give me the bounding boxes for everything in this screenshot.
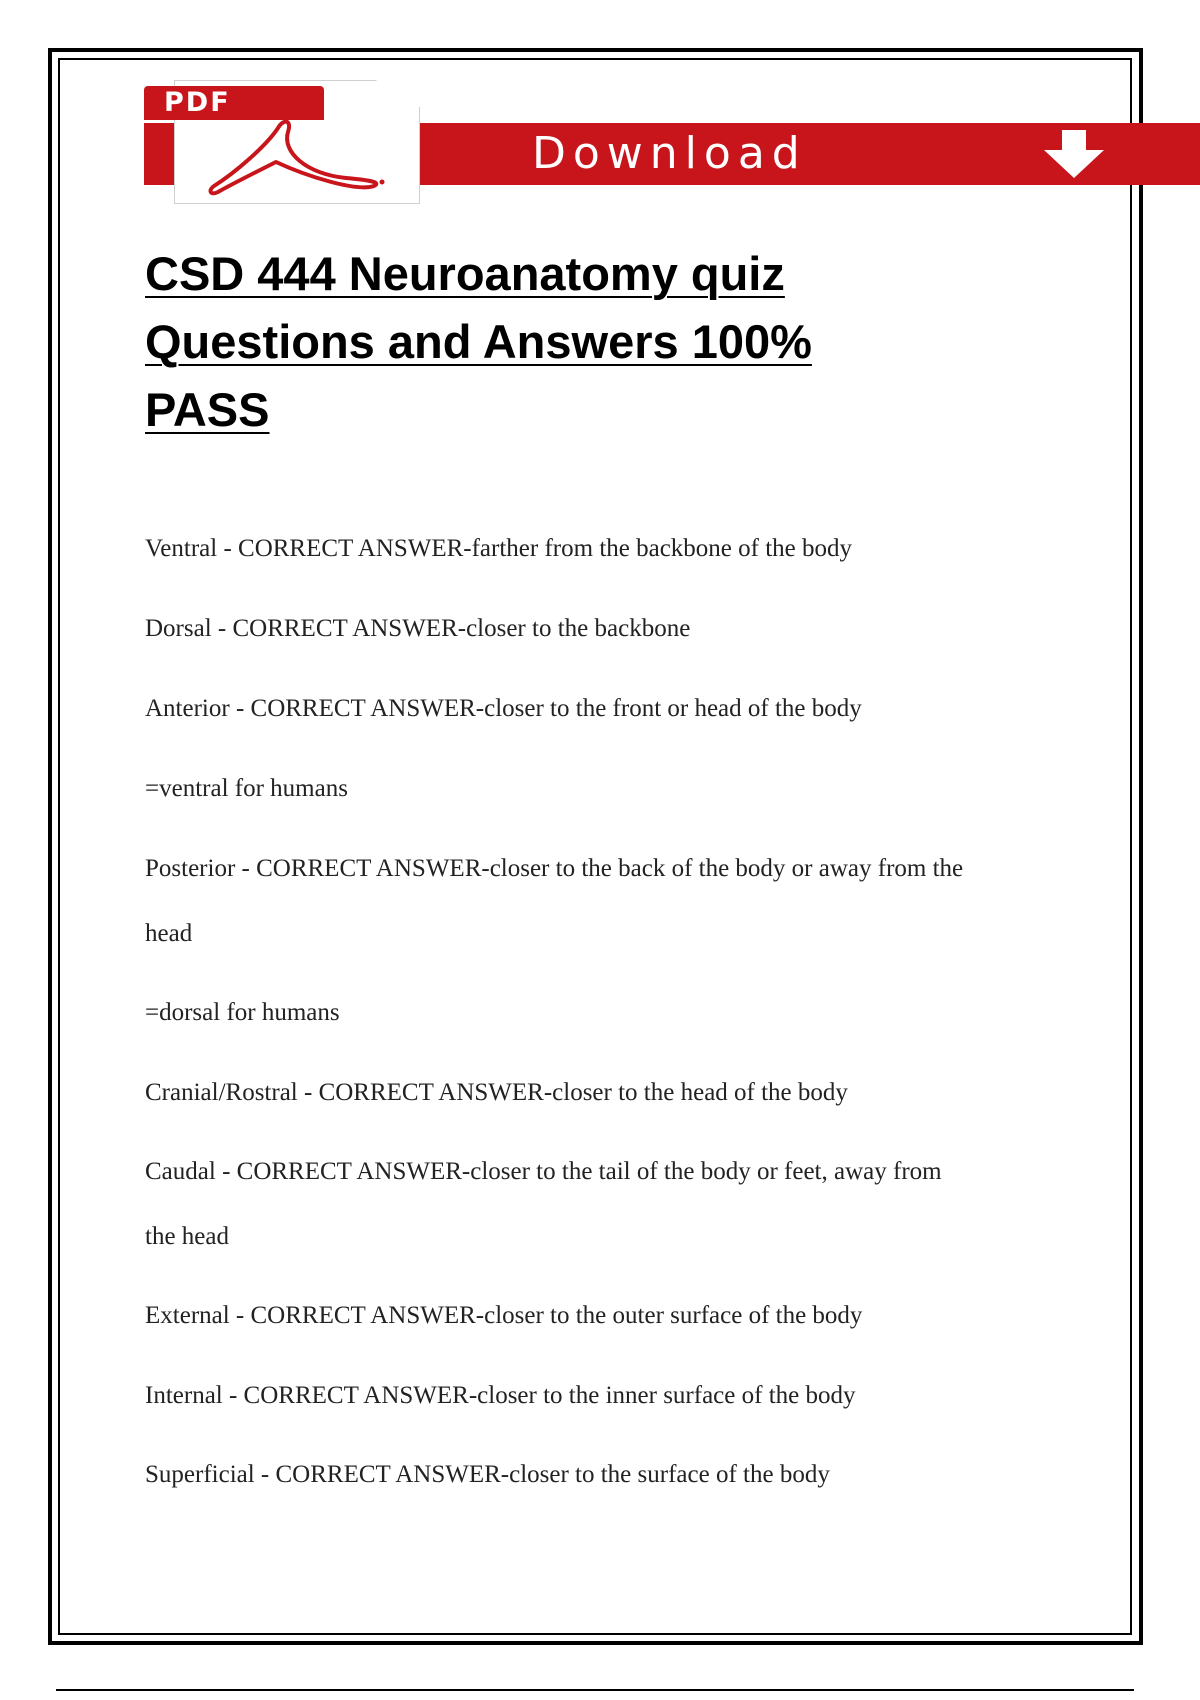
- pdf-tab-label: PDF: [144, 86, 324, 120]
- qa-entry-external: External - CORRECT ANSWER-closer to the outer surface of the body: [145, 1302, 863, 1329]
- qa-entry-superficial: Superficial - CORRECT ANSWER-closer to the surface of the body: [145, 1461, 830, 1488]
- download-label[interactable]: Download: [532, 128, 807, 179]
- qa-entry-dorsal: Dorsal - CORRECT ANSWER-closer to the backbone: [145, 615, 691, 642]
- qa-note-dorsal-humans: =dorsal for humans: [145, 999, 340, 1026]
- title-line: CSD 444 Neuroanatomy quiz: [145, 247, 785, 300]
- title-line: PASS: [145, 383, 270, 436]
- pdf-download-banner[interactable]: [144, 80, 1200, 200]
- qa-entry-posterior: Posterior - CORRECT ANSWER-closer to the back of the body or away from the: [145, 855, 964, 882]
- acrobat-icon: [196, 112, 406, 202]
- qa-entry-caudal-continued: the head: [145, 1223, 229, 1250]
- bottom-rule: [56, 1689, 1134, 1691]
- qa-note-ventral-humans: =ventral for humans: [145, 775, 348, 802]
- qa-entry-posterior-continued: head: [145, 920, 193, 947]
- qa-entry-caudal: Caudal - CORRECT ANSWER-closer to the tail of the body or feet, away from: [145, 1158, 942, 1185]
- download-arrow-icon[interactable]: [1042, 130, 1106, 180]
- qa-entry-ventral: Ventral - CORRECT ANSWER-farther from the backbone of the body: [145, 535, 853, 562]
- title-line: Questions and Answers 100%: [145, 315, 812, 368]
- qa-entry-cranial-rostral: Cranial/Rostral - CORRECT ANSWER-closer to the head of the body: [145, 1079, 848, 1106]
- qa-entry-anterior: Anterior - CORRECT ANSWER-closer to the front or head of the body: [145, 695, 862, 722]
- document-title: [145, 240, 1045, 444]
- qa-entry-internal: Internal - CORRECT ANSWER-closer to the inner surface of the body: [145, 1382, 856, 1409]
